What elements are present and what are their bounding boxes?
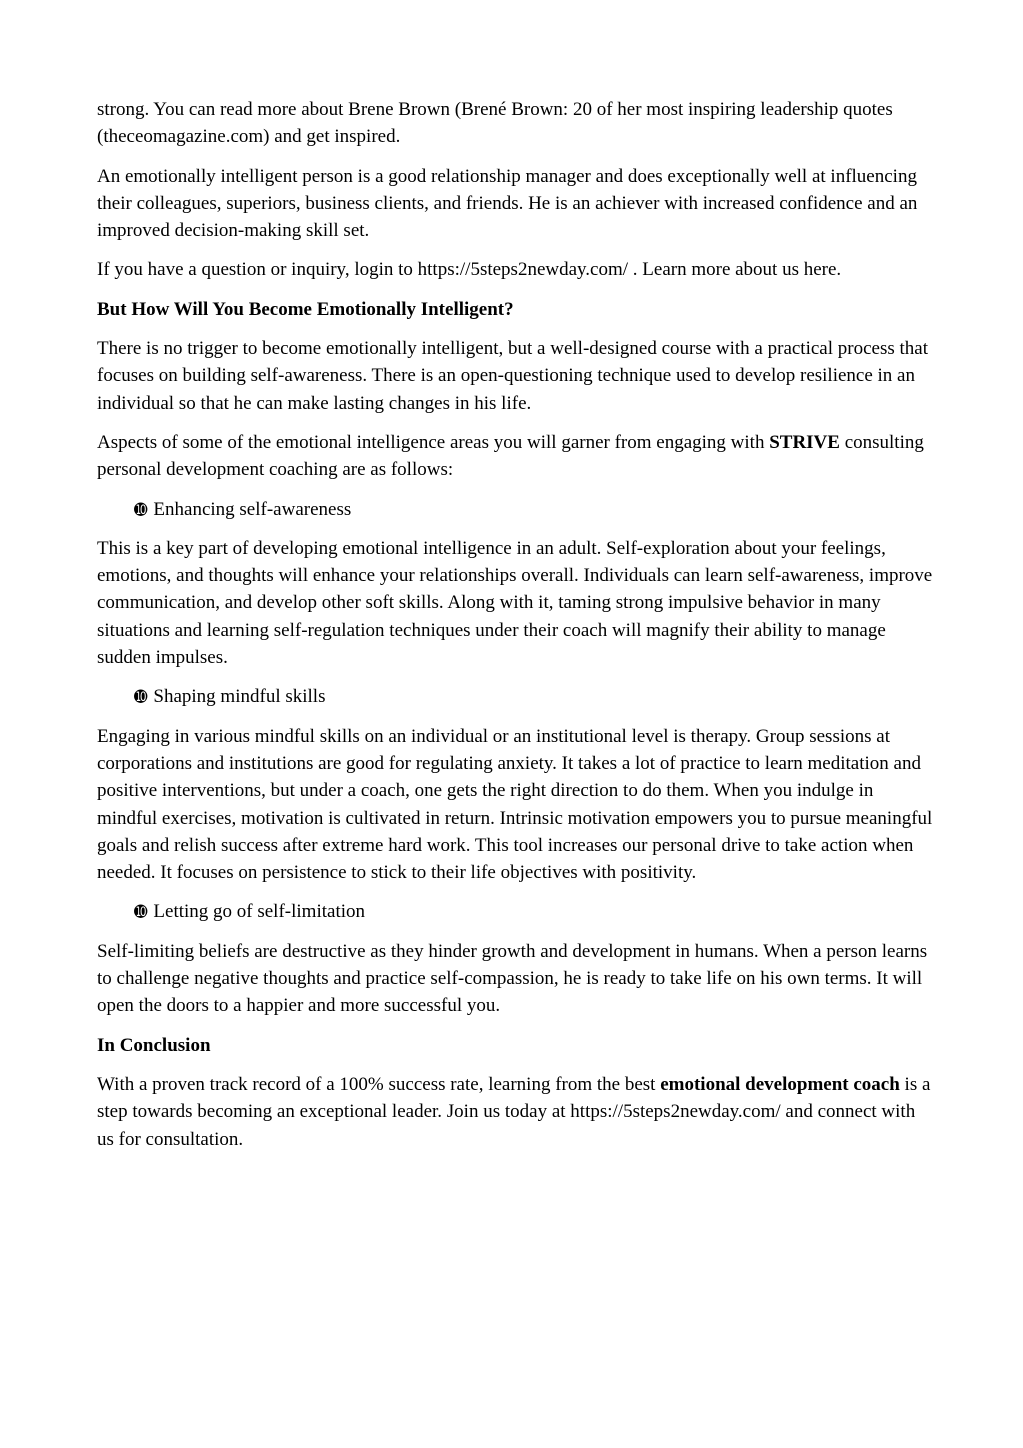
paragraph-brene-brown: strong. You can read more about Brene Brown (Brené Brown: 20 of her most inspiring leadership quotes (theceomagazine.com) and get inspired. [97,99,893,148]
strive-bold: STRIVE [769,431,840,453]
heading-become-emotionally-intelligent: But How Will You Become Emotionally Intelligent? [97,298,514,320]
paragraph-no-trigger: There is no trigger to become emotionally intelligent, but a well-designed course with a practical process that focuses on building self-awareness. There is an open-questioning technique used to develop resilience in an individual so that he can make lasting changes in his life. [97,338,928,414]
bullet-icon: ➓ [134,687,148,707]
paragraph-conclusion [97,1071,933,1153]
bullet-letting-go [134,898,933,925]
aspects-text-start: Aspects of some of the emotional intelligence areas you will garner from engaging with [97,431,770,453]
bullet-label: Enhancing self-awareness [153,498,352,520]
bullet-shaping-mindful-skills [134,683,933,710]
paragraph-aspects [97,429,933,484]
paragraph-inquiry: If you have a question or inquiry, login to https://5steps2newday.com/ . Learn more about us here. [97,259,842,281]
bullet-icon: ➓ [134,902,148,922]
coach-bold: emotional development coach [660,1073,900,1095]
aspects-text-end: consulting personal development coaching are as follows: [97,431,924,481]
heading-in-conclusion: In Conclusion [97,1034,211,1056]
bullet-enhancing-self-awareness [134,496,933,523]
conclusion-text-end: is a step towards becoming an exceptional leader. Join us today at https://5steps2newday.com/ and connect with us for consultation. [97,1073,931,1150]
paragraph-self-limiting: Self-limiting beliefs are destructive as they hinder growth and development in humans. When a person learns to challenge negative thoughts and practice self-compassion, he is ready to take life on his own terms. It will open the doors to a happier and more successful you. [97,940,928,1017]
paragraph-emotionally-intelligent-person: An emotionally intelligent person is a good relationship manager and does exceptionally well at influencing their colleagues, superiors, business clients, and friends. He is an achiever with increased confidence and an improved decision-making skill set. [97,165,918,242]
bullet-icon: ➓ [134,499,148,519]
document-page [97,96,933,1165]
conclusion-text-start: With a proven track record of a 100% success rate, learning from the best [97,1073,661,1095]
paragraph-self-awareness: This is a key part of developing emotional intelligence in an adult. Self-exploration about your feelings, emotions, and thoughts will enhance your relationships overall. Individuals can learn self-awareness, improve communication, and develop other soft skills. Along with it, taming strong impulsive behavior in many situations and learning self-regulation techniques under their coach will magnify their ability to manage sudden impulses. [97,537,933,669]
paragraph-mindful-skills: Engaging in various mindful skills on an individual or an institutional level is therapy. Group sessions at corporations and institutions are good for regulating anxiety. It takes a lot of practice to learn meditation and positive interventions, but under a coach, one gets the right direction to do them. When you indulge in mindful exercises, motivation is cultivated in return. Intrinsic motivation empowers you to pursue meaningful goals and relish success after extreme hard work. This tool increases our personal drive to take action when needed. It focuses on persistence to stick to their life objectives with positivity. [97,725,933,884]
bullet-label: Letting go of self-limitation [153,901,366,923]
bullet-label: Shaping mindful skills [153,686,326,708]
